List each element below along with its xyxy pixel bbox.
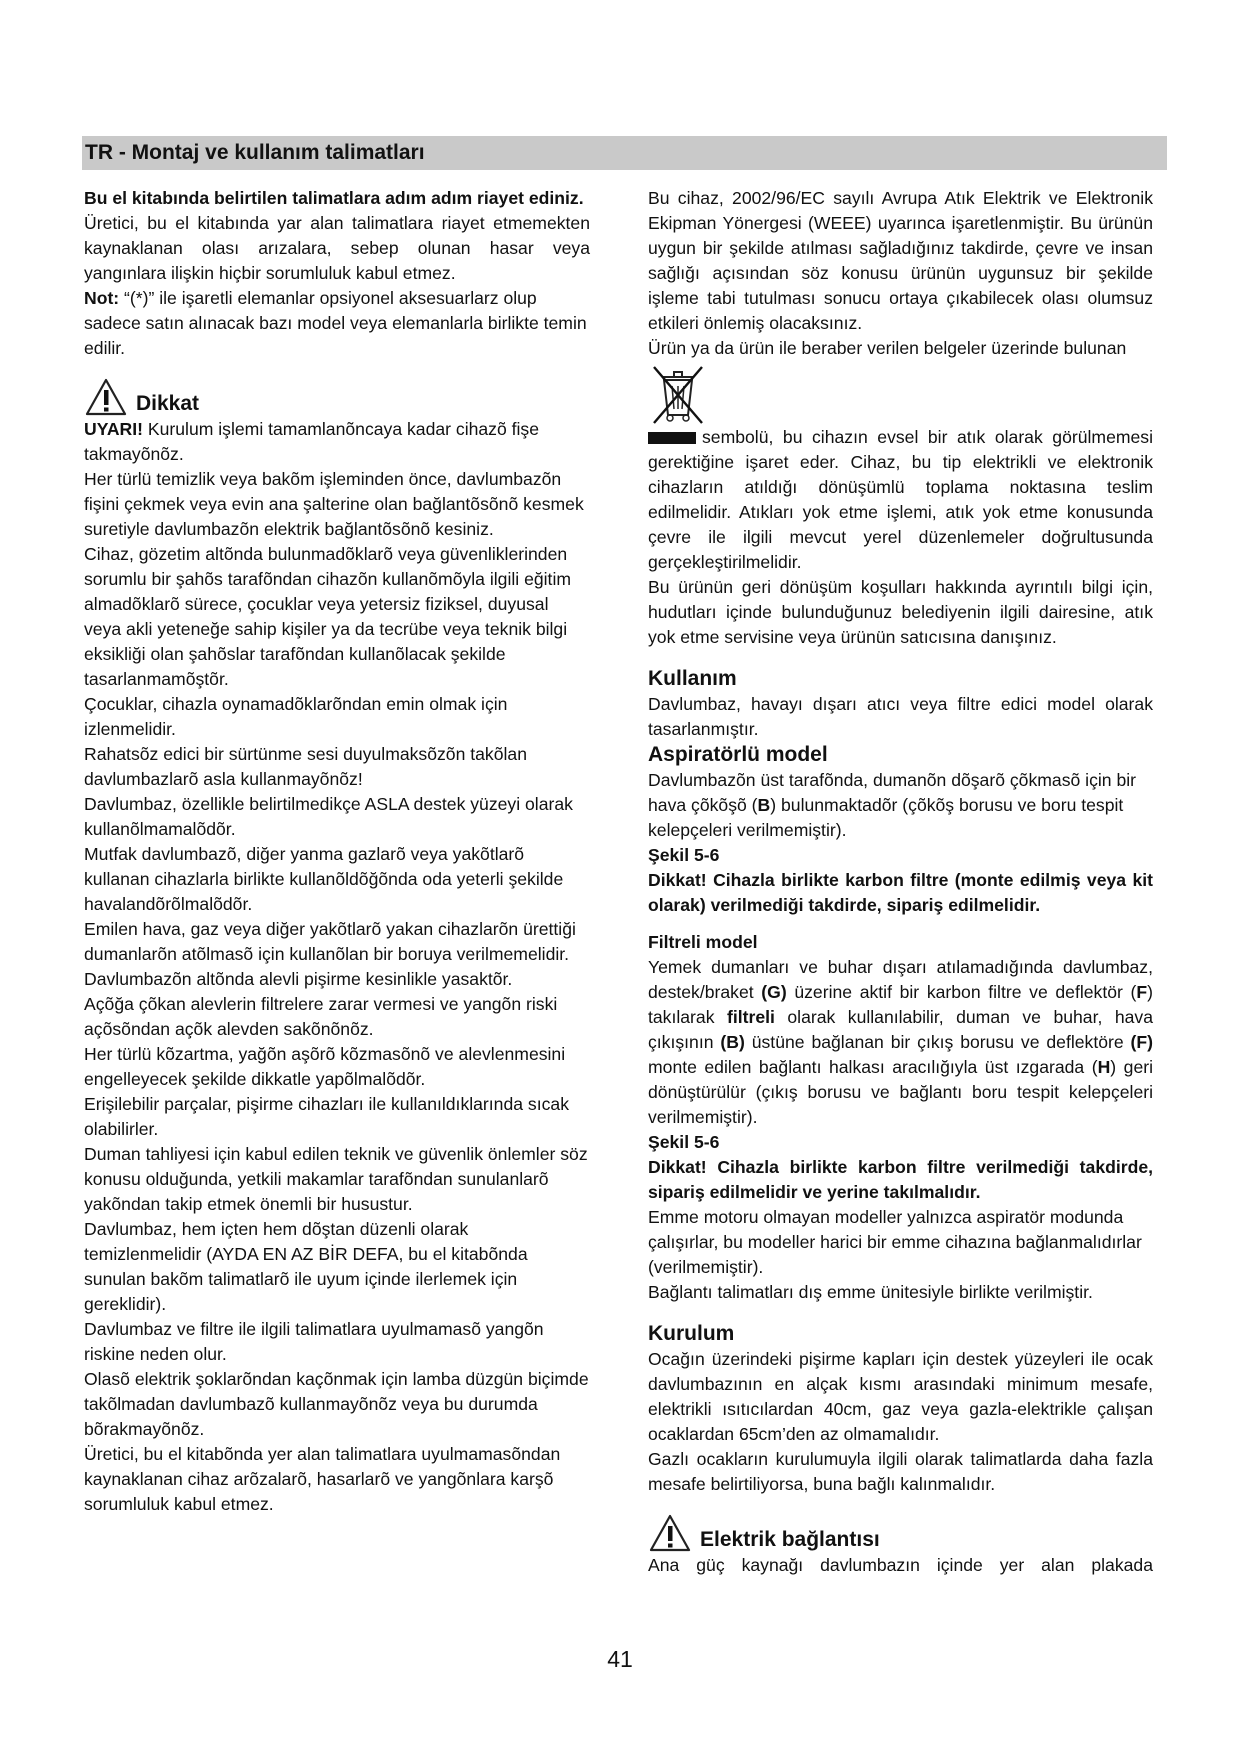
filtreli-ref-f: (F) (1130, 1032, 1153, 1052)
intro-bold-paragraph: Bu el kitabında belirtilen talimatlara adım adım riayet ediniz. (84, 188, 584, 208)
aspirator-text: Davlumbazõn üst tarafõnda, dumanõn dõşarõ çõkmasõ için bir hava çõkõşõ ( (648, 770, 1137, 815)
aspirator-ref-b: B (757, 795, 771, 815)
figure-ref: Şekil 5-6 (648, 845, 720, 865)
weee-symbol-text: sembolü, bu cihazın evsel bir atık olarak görülmemesi gerektiğine işaret eder. Cihaz, bu tip elektrikli ve elektronik cihazların atıldığı dönüşümlü toplama noktasına teslim edilmelidir. Atıkları yok etme işlemi, atık yok etme konusunda çevre ile ilgili mevcut yerel düzenlemeler doğrultusunda gerçekleştirilmelidir. (648, 427, 1153, 572)
left-paragraph: Davlumbaz, özellikle belirtilmedikçe ASLA destek yüzeyi olarak kullanõlmamalõdõr. (84, 794, 573, 839)
weee-paragraph (648, 425, 1153, 575)
figure-ref: Şekil 5-6 (648, 1132, 720, 1152)
note-label: Not: (84, 288, 120, 308)
filtreli-bold-word: filtreli (726, 1007, 775, 1027)
left-paragraph: Mutfak davlumbazõ, diğer yanma gazlarõ veya yakõtlarõ kullanan cihazlarla birlikte kullanõldõğõnda oda yeterli şekilde havalandõrõlmalõdõr. (84, 844, 564, 914)
note-text: “(*)” ile işaretli elemanlar opsiyonel aksesuarlarz olup sadece satın alınacak bazı model veya elemanlarla birlikte temin edilir. (84, 288, 587, 358)
kurulum-title: Kurulum (648, 1322, 735, 1345)
left-paragraph: Davlumbazõn altõnda alevli pişirme kesinlikle yasaktõr. (84, 969, 513, 989)
crossed-bin-icon (648, 363, 708, 425)
left-paragraph: Davlumbaz, hem içten hem dõştan düzenli olarak temizlenmelidir (AYDA EN AZ BİR DEFA, bu el kitabõnda sunulan bakõm talimatlarõ ile uyum içinde ilerlemek için gereklidir). (84, 1219, 528, 1314)
filtreli-text: Yemek dumanları ve buhar dışarı atılamadığında davlumbaz, destek/braket (648, 957, 1153, 1002)
left-paragraph: Her türlü temizlik veya bakõm işleminden önce, davlumbazõn fişini çekmek veya evin ana şalterine olan bağlantõsõnõ kesmek (84, 469, 584, 514)
filtreli-ref-g: (G) (761, 982, 787, 1002)
filtreli-text: üzerine aktif bir karbon filtre ve deflektör ( (786, 982, 1137, 1002)
left-paragraph: Erişilebilir parçalar, pişirme cihazları ile kullanıldıklarında sıcak olabilirler. (84, 1094, 569, 1139)
left-paragraph: Emilen hava, gaz veya diğer yakõtlarõ yakan cihazlarõn ürettiği dumanlarõn atõlmasõ için kullanõlan bir boruya verilmemelidir. (84, 919, 576, 964)
kurulum-paragraph: Ocağın üzerindeki pişirme kapları için destek yüzeyleri ile ocak davlumbazının en alçak kısmı arasındaki minimum mesafe, elektrikli ısıtıcılardan 40cm, gaz veya gazla-elektrikle çalışan ocaklardan 65cm’den az olmamalıdır. (648, 1349, 1153, 1444)
filtreli-text: monte edilen bağlantı halkası aracılığıyla üst ızgarada ( (648, 1057, 1098, 1077)
page-number: 41 (607, 1646, 633, 1672)
right-column (648, 186, 1153, 1578)
kullanim-paragraph: Davlumbaz, havayı dışarı atıcı veya filtre edici model olarak tasarlanmıştır. (648, 694, 1153, 739)
filtreli-text: üstüne bağlanan bir çıkış borusu ve deflektöre (744, 1032, 1131, 1052)
kurulum-paragraph: Gazlı ocakların kurulumuyla ilgili olarak talimatlarda daha fazla mesafe belirtiliyorsa, buna bağlı kalınmalıdır. (648, 1449, 1153, 1494)
emme-paragraph: Bağlantı talimatları dış emme ünitesiyle birlikte verilmiştir. (648, 1282, 1093, 1302)
filtreli-text: ) geri dönüştürülür (çıkış borusu ve bağlantı boru tespit kelepçeleri verilmemiştir). (648, 1057, 1153, 1127)
aspirator-paragraph (648, 768, 1153, 843)
aspirator-warning: Dikkat! Cihazla birlikte karbon filtre (monte edilmiş veya kit olarak) verilmediği takdirde, sipariş edilmelidir. (648, 870, 1153, 915)
uyari-paragraph (84, 417, 590, 467)
elektrik-paragraph: Ana güç kaynağı davlumbazın içinde yer alan plakada (648, 1555, 1153, 1575)
left-paragraph: Cihaz, gözetim altõnda bulunmadõklarõ veya güvenliklerinden sorumlu bir şahõs tarafõndan cihazõn kullanõmõyla ilgili eğitim almadõklarõ sürece, çocuklar veya yetersiz fiziksel, duyusal veya akli yeteneğe sahip kişiler ya da tecrübe veya teknik bilgi eksikliği olan şahõslar tarafõndan kullanõlacak şekilde tasarlanmamõştõr. (84, 544, 572, 689)
note-paragraph (84, 286, 590, 361)
intro-paragraph: Üretici, bu el kitabında yar alan talimatlara riayet etmemekten kaynaklanan olası arızalara, sebep olunan hasar veya yangınlara ilişkin hiçbir sorumluluk kabul etmez. (84, 213, 590, 283)
left-paragraph: suretiyle davlumbazõn elektrik bağlantõsõnõ kesiniz. (84, 519, 494, 539)
filtreli-paragraph (648, 955, 1153, 1130)
left-paragraph: Her türlü kõzartma, yağõn aşõrõ kõzmasõnõ ve alevlenmesini engelleyecek şekilde dikkatle yapõlmalõdõr. (84, 1044, 566, 1089)
warning-triangle-icon (648, 1513, 692, 1553)
left-paragraph: Açõğa çõkan alevlerin filtrelere zarar vermesi ve yangõn riski açõsõndan açõk alevden sakõnõnõz. (84, 994, 558, 1039)
section-title: TR - Montaj ve kullanım talimatları (85, 141, 425, 164)
filtreli-title: Filtreli model (648, 932, 758, 952)
left-paragraph: Davlumbaz ve filtre ile ilgili talimatlara uyulmamasõ yangõn riskine neden olur. (84, 1319, 544, 1364)
weee-paragraph: Bu ürünün geri dönüşüm koşulları hakkında ayrıntılı bilgi için, hudutları içinde bulunduğunuz belediyenin ilgili dairesine, atık yok etme servisine veya ürünün satıcısına danışınız. (648, 577, 1153, 647)
filtreli-text: ) takılarak (648, 982, 1153, 1027)
dikkat-heading (84, 373, 590, 417)
filtreli-ref-b: (B) (720, 1032, 745, 1052)
section-header-bar (82, 136, 1167, 170)
solid-bar-icon (648, 432, 696, 444)
aspirator-text: ) bulunmaktadõr (çõkõş borusu ve boru tespit kelepçeleri verilmemiştir). (648, 795, 1124, 840)
left-paragraph: Olasõ elektrik şoklarõndan kaçõnmak için lamba düzgün biçimde takõlmadan davlumbazõ kullanmayõnõz veya bu durumda bõrakmayõnõz. (84, 1369, 589, 1439)
filtreli-ref-h: H (1097, 1057, 1111, 1077)
dikkat-title: Dikkat (136, 392, 200, 415)
aspirator-title: Aspiratörlü model (648, 743, 828, 766)
weee-paragraph: Bu cihaz, 2002/96/EC sayılı Avrupa Atık Elektrik ve Elektronik Ekipman Yönergesi (WEEE) uyarınca işaretlenmiştir. Bu ürünün uygun bir şekilde atılması sağladığınız takdirde, çevre ve insan sağlığı açısından söz konusu ürünün uygunsuz bir şekilde işleme tabi tutulması sonucu ortaya çıkabilecek olası olumsuz etkileri önlemiş olacaksınız. (648, 188, 1153, 333)
weee-paragraph: Ürün ya da ürün ile beraber verilen belgeler üzerinde bulunan (648, 338, 1127, 358)
uyari-text: Kurulum işlemi tamamlanõncaya kadar cihazõ fişe takmayõnõz. (84, 419, 540, 464)
filtreli-ref-f: F (1136, 982, 1148, 1002)
left-column (84, 186, 590, 1517)
elektrik-title: Elektrik bağlantısı (700, 1528, 880, 1551)
filtreli-text: olarak kullanılabilir, duman ve buhar, hava çıkışının (648, 1007, 1153, 1052)
uyari-label: UYARI! (84, 419, 143, 439)
left-paragraph: Rahatsõz edici bir sürtünme sesi duyulmaksõzõn takõlan davlumbazlarõ asla kullanmayõnõz! (84, 744, 527, 789)
left-paragraph: Üretici, bu el kitabõnda yer alan talimatlara uyulmamasõndan kaynaklanan cihaz arõzalarõ, hasarlarõ ve yangõnlara karşõ sorumluluk kabul etmez. (84, 1444, 561, 1514)
left-paragraph: Duman tahliyesi için kabul edilen teknik ve güvenlik önlemler söz konusu olduğunda, yetkili makamlar tarafõndan sunulanlarõ yakõndan takip etmek önemli bir husustur. (84, 1144, 588, 1214)
elektrik-heading (648, 1509, 1153, 1553)
kullanim-title: Kullanım (648, 667, 737, 690)
warning-triangle-icon (84, 377, 128, 417)
emme-paragraph: Emme motoru olmayan modeller yalnızca aspiratör modunda çalışırlar, bu modeller harici bir emme cihazına bağlanmalıdırlar (verilmemiştir). (648, 1207, 1142, 1277)
left-paragraph: Çocuklar, cihazla oynamadõklarõndan emin olmak için izlenmelidir. (84, 694, 508, 739)
filtreli-warning: Dikkat! Cihazla birlikte karbon filtre verilmediği takdirde, sipariş edilmelidir ve yerine takılmalıdır. (648, 1157, 1153, 1202)
